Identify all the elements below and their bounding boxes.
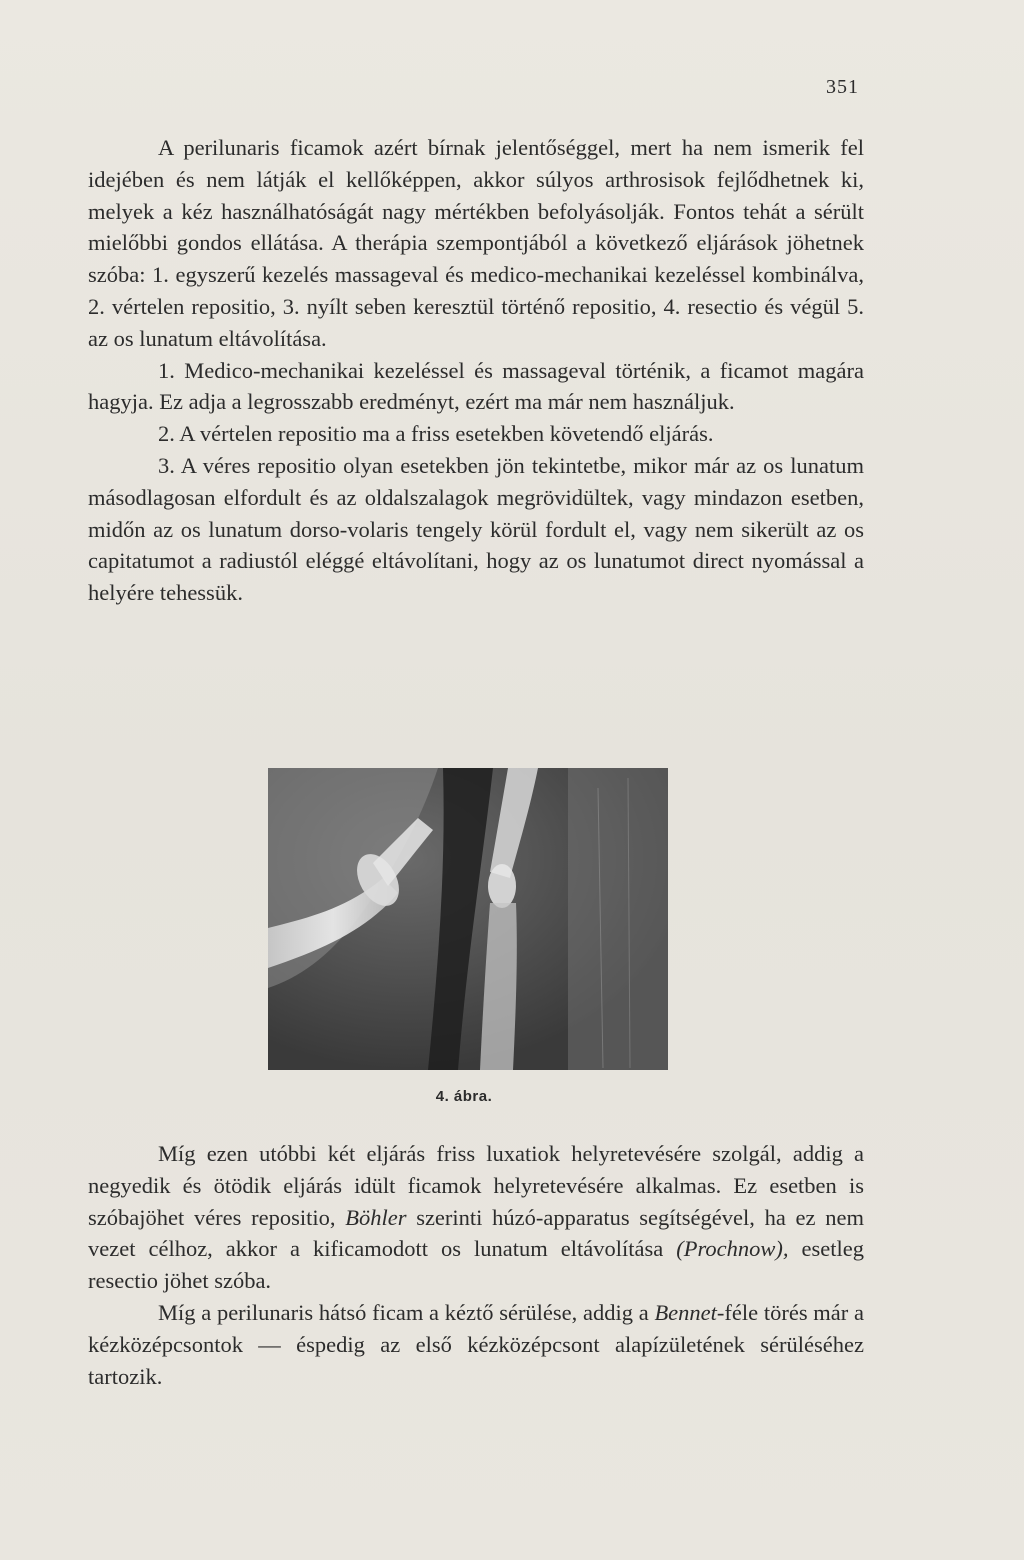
paragraph-method-3: 3. A véres repositio olyan esetekben jön tekintetbe, mikor már az os lunatum másodlagosan elfordult és az oldalszalagok megrövidültek, vagy mindazon esetben, midőn az os lunatum dorso-volaris tengely körül fordult el, vagy nem sikerült az os capitatumot a radiustól eléggé eltávolítani, hogy az os lunatumot direct nyomással a helyére tehessük. bbox=[88, 452, 864, 606]
page-number: 351 bbox=[826, 76, 859, 98]
xray-image bbox=[268, 768, 668, 1070]
paragraph-intro: A perilunaris ficamok azért bírnak jelentőséggel, mert ha nem ismerik fel idejében és nem látják el kellőképpen, akkor súlyos arthrosisok fejlődhetnek ki, melyek a kéz használhatóságát nagy mértékben befolyásolják. Fontos tehát a sérült mielőbbi gondos ellátása. A therápia szempontjából a következő eljárások jöhetnek szóba: 1. egyszerű kezelés massageval és medico-mechanikai kezeléssel kombinálva, 2. vértelen repositio, 3. nyílt seben keresztül történő repositio, 4. resectio és végül 5. az os lunatum eltávolítása. bbox=[88, 135, 864, 351]
paragraph-method-1: 1. Medico-mechanikai kezeléssel és massageval történik, a ficamot magára hagyja. Ez adja a legrosszabb eredményt, ezért ma már nem használjuk. bbox=[88, 357, 864, 415]
paragraph-bennet-fracture: Míg a perilunaris hátsó ficam a kéztő sérülése, addig a Bennet-féle törés már a kézközépcsontok — éspedig az első kézközépcsont alapízületének sérüléséhez tartozik. bbox=[88, 1299, 864, 1389]
xray-figure bbox=[268, 768, 668, 1070]
paragraph-chronic-methods: Míg ezen utóbbi két eljárás friss luxatiok helyretevésére szolgál, addig a negyedik és ötödik eljárás idült ficamok helyretevésére alkalmas. Ez esetben is szóbajöhet véres repositio, Böhler szerinti húzó-apparatus segítségével, ha ez nem vezet célhoz, akkor a kificamodott os lunatum eltávolítása (Prochnow), esetleg resectio jöhet szóba. bbox=[88, 1141, 864, 1294]
paragraph-method-2: 2. A vértelen repositio ma a friss esetekben követendő eljárás. bbox=[158, 421, 714, 447]
upper-text-block bbox=[88, 132, 864, 609]
figure-caption: 4. ábra. bbox=[435, 1088, 493, 1105]
lower-text-block bbox=[88, 1138, 864, 1392]
author-name-bohler: Böhler bbox=[345, 1204, 407, 1230]
author-name-prochnow: (Prochnow), bbox=[676, 1236, 789, 1262]
author-name-bennet: Bennet- bbox=[654, 1299, 725, 1325]
